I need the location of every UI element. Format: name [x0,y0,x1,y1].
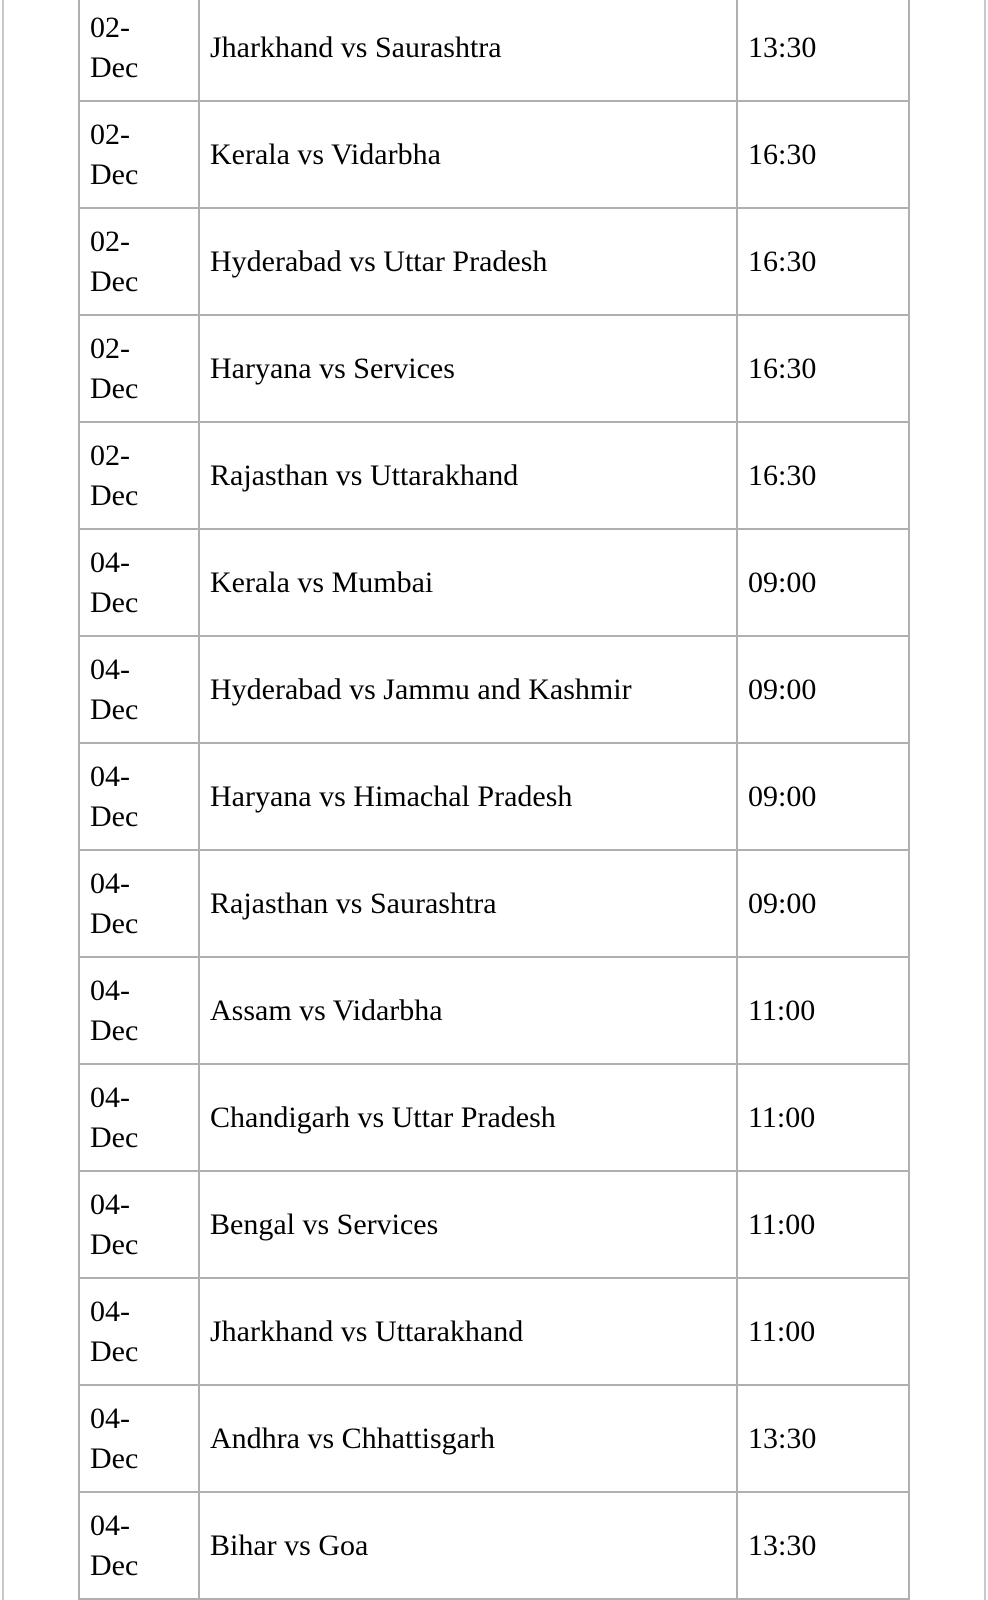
time-text: 09:00 [748,779,817,813]
time-cell [737,1064,909,1171]
time-text: 11:00 [748,993,816,1027]
match-cell [199,529,737,636]
match-text: Rajasthan vs Uttarakhand [210,458,519,492]
time-cell [737,529,909,636]
date-text: 02-Dec [90,331,139,405]
date-cell [79,0,199,101]
time-cell [737,1278,909,1385]
time-text: 11:00 [748,1100,816,1134]
table-row [79,529,909,636]
date-text: 04-Dec [90,652,139,726]
date-text: 02-Dec [90,438,139,512]
date-text: 04-Dec [90,1401,139,1475]
table-row [79,1385,909,1492]
match-cell [199,636,737,743]
time-cell [737,743,909,850]
date-cell [79,1278,199,1385]
match-text: Jharkhand vs Uttarakhand [210,1314,524,1348]
match-cell [199,1064,737,1171]
page-edge-right [984,0,986,1600]
time-text: 11:00 [748,1314,816,1348]
match-cell [199,1492,737,1599]
table-row [79,101,909,208]
date-cell [79,850,199,957]
match-cell [199,850,737,957]
date-text: 04-Dec [90,759,139,833]
table-row [79,315,909,422]
table-row [79,743,909,850]
match-text: Andhra vs Chhattisgarh [210,1421,495,1455]
table-row [79,0,909,101]
time-cell [737,1171,909,1278]
table-row [79,1278,909,1385]
date-text: 02-Dec [90,224,139,298]
date-text: 04-Dec [90,545,139,619]
time-text: 16:30 [748,351,817,385]
match-text: Bihar vs Goa [210,1528,369,1562]
match-cell [199,208,737,315]
date-text: 04-Dec [90,973,139,1047]
date-text: 04-Dec [90,1294,139,1368]
date-cell [79,101,199,208]
match-text: Kerala vs Mumbai [210,565,434,599]
date-text: 02-Dec [90,117,139,191]
table-row [79,1171,909,1278]
date-cell [79,743,199,850]
table-row [79,1064,909,1171]
date-text: 04-Dec [90,866,139,940]
time-text: 11:00 [748,1207,816,1241]
match-cell [199,101,737,208]
match-cell [199,1278,737,1385]
schedule-table [78,0,910,1600]
time-text: 09:00 [748,672,817,706]
match-text: Rajasthan vs Saurashtra [210,886,497,920]
date-cell [79,315,199,422]
match-cell [199,315,737,422]
time-cell [737,101,909,208]
match-cell [199,957,737,1064]
date-cell [79,1064,199,1171]
date-cell [79,636,199,743]
date-cell [79,957,199,1064]
match-text: Jharkhand vs Saurashtra [210,30,502,64]
table-row [79,850,909,957]
match-text: Hyderabad vs Jammu and Kashmir [210,672,632,706]
match-cell [199,1385,737,1492]
time-text: 13:30 [748,1421,817,1455]
table-row [79,208,909,315]
date-text: 04-Dec [90,1187,139,1261]
match-cell [199,422,737,529]
match-text: Haryana vs Himachal Pradesh [210,779,573,813]
match-cell [199,743,737,850]
time-cell [737,422,909,529]
date-text: 04-Dec [90,1508,139,1582]
time-cell [737,850,909,957]
time-cell [737,636,909,743]
time-text: 16:30 [748,137,817,171]
time-text: 13:30 [748,30,817,64]
date-cell [79,1492,199,1599]
date-text: 02-Dec [90,10,139,84]
schedule-table-body [79,0,909,1599]
match-text: Haryana vs Services [210,351,455,385]
time-cell [737,315,909,422]
table-row [79,1492,909,1599]
match-text: Hyderabad vs Uttar Pradesh [210,244,548,278]
time-text: 13:30 [748,1528,817,1562]
time-cell [737,1385,909,1492]
table-row [79,957,909,1064]
date-cell [79,529,199,636]
page-edge-left [2,0,4,1600]
date-cell [79,208,199,315]
time-text: 09:00 [748,565,817,599]
time-text: 16:30 [748,458,817,492]
match-text: Kerala vs Vidarbha [210,137,441,171]
time-cell [737,1492,909,1599]
table-row [79,636,909,743]
time-text: 09:00 [748,886,817,920]
match-text: Bengal vs Services [210,1207,439,1241]
table-row [79,422,909,529]
date-cell [79,1171,199,1278]
time-cell [737,0,909,101]
match-cell [199,0,737,101]
time-cell [737,957,909,1064]
time-cell [737,208,909,315]
date-cell [79,1385,199,1492]
date-cell [79,422,199,529]
match-text: Assam vs Vidarbha [210,993,443,1027]
match-cell [199,1171,737,1278]
date-text: 04-Dec [90,1080,139,1154]
time-text: 16:30 [748,244,817,278]
match-text: Chandigarh vs Uttar Pradesh [210,1100,556,1134]
